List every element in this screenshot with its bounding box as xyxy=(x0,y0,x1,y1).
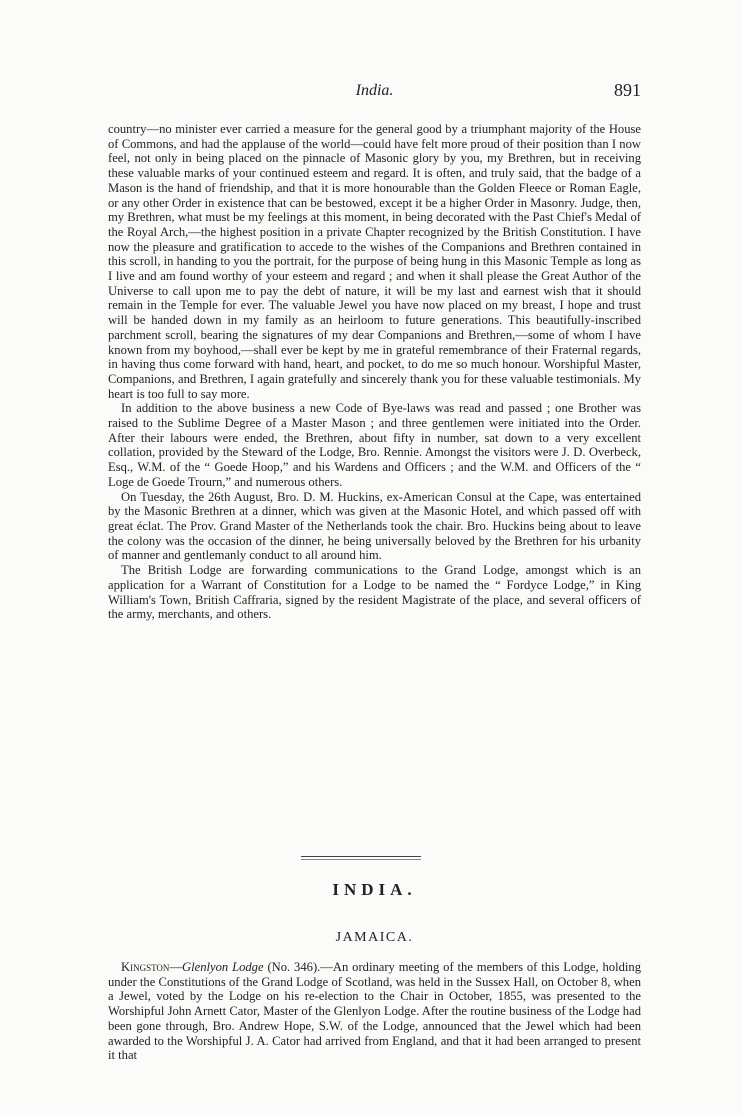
section-divider-secondary xyxy=(301,859,421,860)
section-heading-india: INDIA. xyxy=(332,880,417,899)
paragraph-bye-laws: In addition to the above business a new Code of Bye-laws was read and passed ; one Brother was raised to the Sublime Degree of a Master Mason ; and three gentlemen were initiated into the Order. After their labours were ended, the Brethren, about fifty in number, sat down to a very excellent collation, provided by the Steward of the Lodge, Bro. Rennie. Amongst the visitors were J. D. Overbeck, Esq., W.M. of the “ Goede Hoop,” and his Wardens and Officers ; and the W.M. and Officers of the “ Loge de Goede Trourn,” and numerous others. xyxy=(108,401,641,489)
article-lodge-name: Glenlyon Lodge xyxy=(182,960,264,974)
subsection-heading-jamaica: JAMAICA. xyxy=(335,930,414,945)
section-divider xyxy=(301,856,421,857)
article-paragraph xyxy=(108,960,641,1063)
running-title: India. xyxy=(355,82,394,99)
paragraph-continuation: country—no minister ever carried a measure for the general good by a triumphant majority of the House of Commons, and had the applause of the world—could have felt more proud of their position than I now feel, not only in being placed on the pinnacle of Masonic glory by you, my Brethren, but in receiving these valuable marks of your continued esteem and regard. It is often, and truly said, that the badge of a Mason is the hand of friendship, and that it is more honourable than the Golden Fleece or Roman Eagle, or any other Order in existence that can be bestowed, except it be a higher Order in Masonry. Judge, then, my Brethren, what must be my feelings at this moment, in being decorated with the Past Chief's Medal of the Royal Arch,—the highest position in a private Chapter recognized by the British Constitution. I have now the pleasure and gratification to accede to the wishes of the Companions and Brethren contained in this scroll, in handing to you the portrait, for the purpose of being hung in this Masonic Temple as long as I live and am found worthy of your esteem and regard ; and when it shall please the Great Author of the Universe to call upon me to pay the debt of nature, it will be my last and earnest wish that it should remain in the Temple for ever. The valuable Jewel you have now placed on my breast, I hope and trust will be handed down in my family as an heirloom to future generations. This beautifully-inscribed parchment scroll, bearing the signatures of my dear Companions and Brethren,—some of whom I have known from my boyhood,—shall ever be kept by me in grateful remembrance of their Fraternal regards, in having thus come forward with hand, heart, and pocket, to do me so much honour. Worshipful Master, Companions, and Brethren, I again gratefully and sincerely thank you for these valuable testimonials. My heart is too full to say more. xyxy=(108,122,641,401)
paragraph-fordyce-lodge: The British Lodge are forwarding communications to the Grand Lodge, amongst which is an application for a Warrant of Constitution for a Lodge to be named the “ Fordyce Lodge,” in King William's Town, British Caffraria, signed by the resident Magistrate of the place, and several officers of the army, merchants, and others. xyxy=(108,563,641,622)
article-text: (No. 346).—An ordinary meeting of the members of this Lodge, holding under the Constitutions of the Grand Lodge of Scotland, was held in the Sussex Hall, on October 8, when a Jewel, voted by the Lodge on his re-election to the Chair in October, 1855, was presented to the Worshipful John Arnett Cator, Master of the Glenlyon Lodge. After the routine business of the Lodge had been gone through, Bro. Andrew Hope, S.W. of the Lodge, announced that the Jewel which had been awarded to the Worshipful J. A. Cator had arrived from England, and that it had been arranged to present it that xyxy=(108,960,641,1063)
page-number: 891 xyxy=(614,80,641,100)
article-lead-place: Kingston xyxy=(121,960,170,974)
body-text xyxy=(108,122,641,622)
paragraph-huckins-dinner: On Tuesday, the 26th August, Bro. D. M. Huckins, ex-American Consul at the Cape, was entertained by the Masonic Brethren at a dinner, which was given at the Masonic Hotel, and which passed off with great éclat. The Prov. Grand Master of the Netherlands took the chair. Bro. Huckins being about to leave the colony was the occasion of the dinner, he being universally beloved by the Brethren for his urbanity of manner and gentlemanly conduct to all around him. xyxy=(108,489,641,563)
article-lead-dash: — xyxy=(169,960,183,974)
article-kingston xyxy=(108,960,641,1063)
running-head xyxy=(108,82,641,106)
